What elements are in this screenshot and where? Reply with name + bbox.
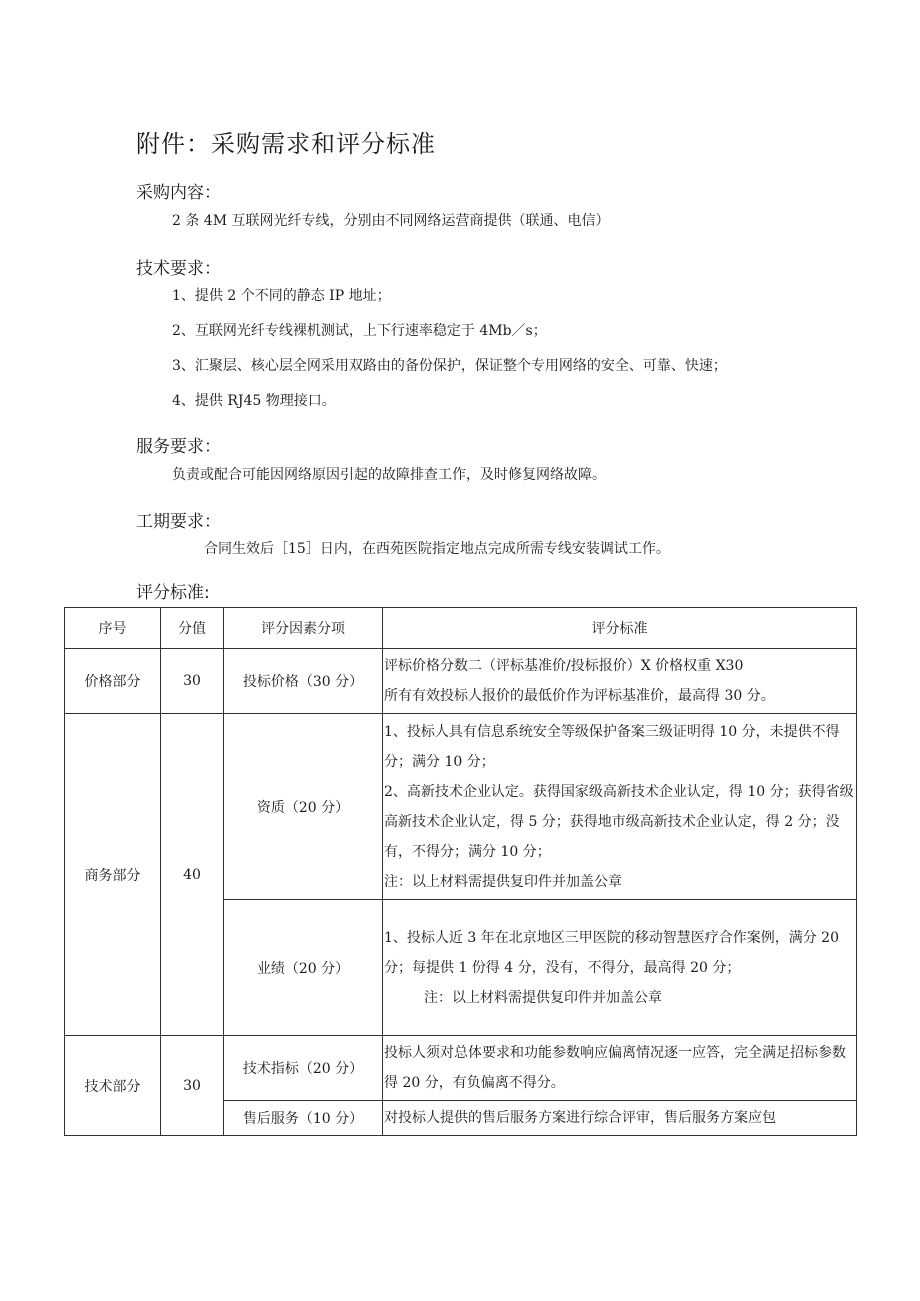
technical-item-1: 1、提供 2 个不同的静态 IP 地址； — [172, 288, 391, 304]
table-row-price — [65, 649, 857, 714]
col-header-index: 序号 — [65, 608, 161, 649]
factor-cell: 业绩（20 分） — [224, 900, 383, 1036]
standard-cell — [383, 649, 857, 714]
technical-item-4: 4、提供 RJ45 物理接口。 — [172, 393, 336, 409]
standard-cell — [383, 1101, 857, 1136]
standard-line: 1、投标人近 3 年在北京地区三甲医院的移动智慧医疗合作案例，满分 20 分；每提供 1 份得 4 分，没有，不得分，最高得 20 分； — [384, 929, 839, 976]
table-row-qualification — [65, 714, 857, 900]
category-cell: 商务部分 — [65, 714, 161, 1036]
table-row-tech-indicators — [65, 1036, 857, 1101]
category-cell: 技术部分 — [65, 1036, 161, 1136]
standard-line: 2、高新技术企业认定。获得国家级高新技术企业认定，得 10 分；获得省级高新技术企业认定，得 5 分；获得地市级高新技术企业认定，得 2 分；没有，不得分；满分 10 分； — [384, 783, 854, 860]
standard-line: 对投标人提供的售后服务方案进行综合评审，售后服务方案应包 — [384, 1110, 776, 1126]
col-header-factor: 评分因素分项 — [224, 608, 383, 649]
standard-cell — [383, 900, 857, 1036]
schedule-heading: 工期要求： — [136, 512, 221, 532]
score-cell: 30 — [161, 649, 224, 714]
technical-heading: 技术要求： — [136, 259, 221, 279]
standard-line: 评标价格分数二（评标基准价/投标报价）X 价格权重 X30 — [384, 658, 744, 674]
standard-cell — [383, 714, 857, 900]
factor-cell: 投标价格（30 分） — [224, 649, 383, 714]
col-header-score: 分值 — [161, 608, 224, 649]
table-header-row — [65, 608, 857, 649]
page-title: 附件：采购需求和评分标准 — [136, 130, 436, 158]
standard-line: 1、投标人具有信息系统安全等级保护备案三级证明得 10 分，未提供不得分；满分 10 分； — [384, 723, 840, 770]
schedule-content: 合同生效后［15］日内，在西苑医院指定地点完成所需专线安装调试工作。 — [204, 541, 670, 557]
col-header-standard: 评分标准 — [383, 608, 857, 649]
score-cell: 40 — [161, 714, 224, 1036]
standard-line: 所有有效投标人报价的最低价作为评标基准价，最高得 30 分。 — [384, 688, 775, 704]
service-heading: 服务要求： — [136, 437, 221, 457]
scoring-heading: 评分标准: — [136, 583, 210, 603]
procurement-content: 2 条 4M 互联网光纤专线，分别由不同网络运营商提供（联通、电信） — [172, 213, 610, 229]
factor-cell: 资质（20 分） — [224, 714, 383, 900]
standard-line: 投标人须对总体要求和功能参数响应偏离情况逐一应答，完全满足招标参数得 20 分，有负偏离不得分。 — [384, 1045, 846, 1091]
standard-cell — [383, 1036, 857, 1101]
score-cell: 30 — [161, 1036, 224, 1136]
factor-cell: 售后服务（10 分） — [224, 1101, 383, 1136]
standard-line: 注：以上材料需提供复印件并加盖公章 — [384, 873, 622, 890]
category-cell: 价格部分 — [65, 649, 161, 714]
technical-item-2: 2、互联网光纤专线裸机测试，上下行速率稳定于 4Mb／s； — [172, 323, 547, 339]
service-content: 负责或配合可能因网络原因引起的故障排查工作，及时修复网络故障。 — [172, 467, 606, 483]
procurement-heading: 采购内容： — [136, 183, 221, 203]
standard-line: 注：以上材料需提供复印件并加盖公章 — [424, 989, 662, 1006]
technical-item-3: 3、汇聚层、核心层全网采用双路由的备份保护，保证整个专用网络的安全、可靠、快速； — [172, 358, 727, 374]
scoring-table — [64, 607, 857, 1136]
factor-cell: 技术指标（20 分） — [224, 1036, 383, 1101]
